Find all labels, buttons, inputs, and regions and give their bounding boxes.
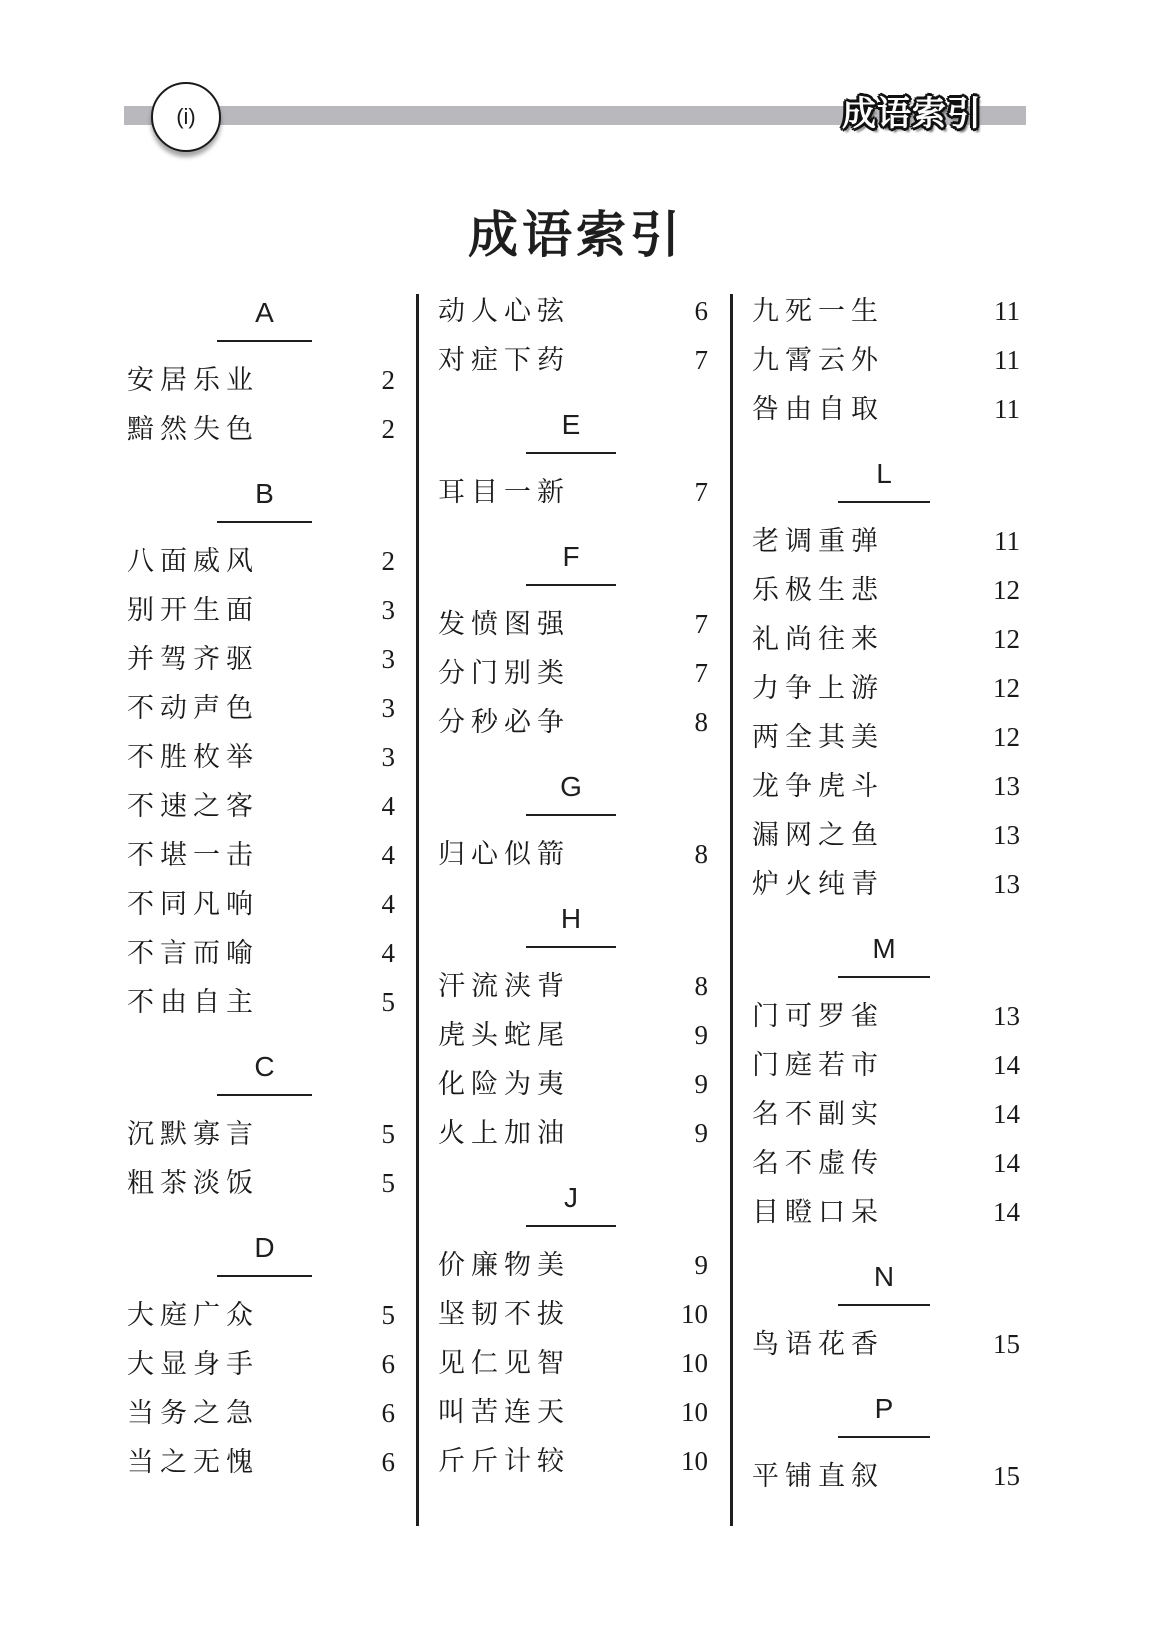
section-heading [438,772,708,830]
index-entry[interactable] [127,537,395,586]
page-reference: 9 [694,1118,708,1148]
idiom-text: 粗茶淡饭 [127,1168,259,1199]
section-letter: E [561,409,581,440]
page-reference: 11 [994,345,1020,375]
section-letter: H [560,903,582,934]
page-reference: 6 [381,1398,395,1428]
page-reference: 9 [694,1250,708,1280]
index-entry[interactable] [438,1109,708,1158]
idiom-text: 炉火纯青 [752,869,884,900]
idiom-text: 门可罗雀 [752,1001,884,1032]
page-reference: 3 [381,742,395,772]
index-entry[interactable] [438,336,708,385]
idiom-text: 当之无愧 [127,1447,259,1478]
idiom-text: 咎由自取 [752,394,884,425]
index-entry[interactable] [438,1290,708,1339]
index-entry[interactable] [438,1437,708,1486]
section-letter: G [560,771,582,802]
section-letter: D [254,1232,275,1263]
page-reference: 12 [993,673,1020,703]
page-reference: 2 [381,414,395,444]
idiom-text: 力争上游 [752,673,884,704]
page-reference: 10 [681,1446,708,1476]
index-entry[interactable] [438,287,708,336]
page-reference: 2 [381,546,395,576]
section-underline [838,1436,930,1438]
index-entry[interactable] [752,517,1020,566]
idiom-text: 两全其美 [752,722,884,753]
idiom-text: 归心似箭 [438,839,570,870]
index-entry[interactable] [752,811,1020,860]
idiom-text: 礼尚往来 [752,624,884,655]
page-reference: 7 [694,609,708,639]
idiom-text: 火上加油 [438,1118,570,1149]
index-column-1 [127,298,395,1487]
page-reference: 7 [694,658,708,688]
index-column-2 [438,287,708,1486]
section-heading [127,479,395,537]
idiom-text: 叫苦连天 [438,1397,570,1428]
page-reference: 8 [694,839,708,869]
section-letter: P [874,1393,894,1424]
section-heading [438,542,708,600]
idiom-text: 并驾齐驱 [127,644,259,675]
running-title: 成语索引 [842,94,982,134]
index-entry[interactable] [438,1339,708,1388]
index-entry[interactable] [127,1389,395,1438]
index-entry[interactable] [752,287,1020,336]
index-entry[interactable] [438,1011,708,1060]
idiom-text: 龙争虎斗 [752,771,884,802]
page-reference: 3 [381,693,395,723]
section-underline [217,1094,312,1096]
index-entry[interactable] [752,1452,1020,1501]
index-entry[interactable] [752,615,1020,664]
section-letter: J [564,1182,578,1213]
idiom-text: 价廉物美 [438,1250,570,1281]
section-heading [752,934,1020,992]
page-reference: 11 [994,394,1020,424]
page-reference: 4 [381,938,395,968]
page-reference: 15 [993,1329,1020,1359]
page-reference: 13 [993,771,1020,801]
section-gap [438,385,708,410]
section-gap [752,434,1020,459]
section-underline [526,814,616,816]
index-entry[interactable] [127,586,395,635]
idiom-text: 不动声色 [127,693,259,724]
page-reference: 4 [381,889,395,919]
page-reference: 4 [381,791,395,821]
index-entry[interactable] [127,635,395,684]
idiom-text: 乐极生悲 [752,575,884,606]
section-gap [127,454,395,479]
column-divider-2 [730,294,733,1526]
page-reference: 12 [993,624,1020,654]
idiom-text: 目瞪口呆 [752,1197,884,1228]
idiom-text: 大显身手 [127,1349,259,1380]
idiom-text: 八面威风 [127,546,259,577]
section-gap [752,1237,1020,1262]
section-gap [438,517,708,542]
page-reference: 10 [681,1299,708,1329]
idiom-text: 九霄云外 [752,345,884,376]
page-reference: 7 [694,477,708,507]
section-underline [217,521,312,523]
idiom-text: 见仁见智 [438,1348,570,1379]
section-underline [526,1225,616,1227]
section-gap [438,1158,708,1183]
index-entry[interactable] [127,405,395,454]
section-underline [526,584,616,586]
page-reference: 9 [694,1020,708,1050]
section-letter: F [562,541,580,572]
section-underline [217,1275,312,1277]
idiom-text: 黯然失色 [127,414,259,445]
section-gap [752,909,1020,934]
page-reference: 10 [681,1397,708,1427]
section-letter: A [255,297,274,328]
index-entry[interactable] [127,356,395,405]
index-entry[interactable] [752,762,1020,811]
page-reference: 14 [993,1148,1020,1178]
page-reference: 14 [993,1099,1020,1129]
index-entry[interactable] [438,962,708,1011]
idiom-text: 平铺直叙 [752,1461,884,1492]
section-heading [752,459,1020,517]
index-entry[interactable] [127,1291,395,1340]
section-underline [526,452,616,454]
page-reference: 7 [694,345,708,375]
idiom-text: 沉默寡言 [127,1119,259,1150]
index-entry[interactable] [127,880,395,929]
index-entry[interactable] [127,733,395,782]
section-underline [526,946,616,948]
page-reference: 15 [993,1461,1020,1491]
index-entry[interactable] [752,992,1020,1041]
section-heading [127,1052,395,1110]
page-reference: 12 [993,575,1020,605]
index-entry[interactable] [752,1320,1020,1369]
index-entry[interactable] [127,1438,395,1487]
page-reference: 8 [694,707,708,737]
section-heading [438,410,708,468]
index-entry[interactable] [438,1388,708,1437]
index-entry[interactable] [438,468,708,517]
index-entry[interactable] [438,830,708,879]
idiom-text: 当务之急 [127,1398,259,1429]
page-reference: 13 [993,1001,1020,1031]
index-entry[interactable] [752,566,1020,615]
page-reference: 3 [381,595,395,625]
idiom-text: 坚韧不拔 [438,1299,570,1330]
idiom-text: 名不虚传 [752,1148,884,1179]
section-gap [127,1208,395,1233]
index-entry[interactable] [127,831,395,880]
section-heading [127,298,395,356]
section-gap [127,1027,395,1052]
page-reference: 6 [694,296,708,326]
page-reference: 4 [381,840,395,870]
index-entry[interactable] [127,684,395,733]
page-reference: 3 [381,644,395,674]
page-reference: 12 [993,722,1020,752]
index-entry[interactable] [127,1340,395,1389]
index-entry[interactable] [127,1110,395,1159]
idiom-text: 不速之客 [127,791,259,822]
section-letter: B [255,478,274,509]
page-reference: 6 [381,1447,395,1477]
idiom-text: 不堪一击 [127,840,259,871]
index-entry[interactable] [127,1159,395,1208]
idiom-text: 分秒必争 [438,707,570,738]
section-gap [752,1369,1020,1394]
index-entry[interactable] [752,1090,1020,1139]
page-reference: 14 [993,1197,1020,1227]
idiom-text: 大庭广众 [127,1300,259,1331]
index-entry[interactable] [127,929,395,978]
section-heading [438,1183,708,1241]
section-underline [838,1304,930,1306]
index-entry[interactable] [438,600,708,649]
section-heading [752,1394,1020,1452]
index-entry[interactable] [752,1188,1020,1237]
idiom-text: 斤斤计较 [438,1446,570,1477]
idiom-text: 不同凡响 [127,889,259,920]
section-underline [217,340,312,342]
idiom-text: 虎头蛇尾 [438,1020,570,1051]
page-reference: 11 [994,296,1020,326]
page-reference: 8 [694,971,708,1001]
idiom-text: 别开生面 [127,595,259,626]
index-entry[interactable] [127,782,395,831]
idiom-text: 老调重弹 [752,526,884,557]
index-entry[interactable] [752,713,1020,762]
index-entry[interactable] [752,664,1020,713]
page-reference: 2 [381,365,395,395]
index-entry[interactable] [438,1241,708,1290]
section-letter: C [254,1051,275,1082]
idiom-text: 分门别类 [438,658,570,689]
page-number: (i) [176,104,196,129]
index-column-3 [752,287,1020,1501]
idiom-text: 安居乐业 [127,365,259,396]
index-entry[interactable] [752,336,1020,385]
page-reference: 5 [381,1119,395,1149]
section-heading [127,1233,395,1291]
idiom-text: 名不副实 [752,1099,884,1130]
idiom-text: 漏网之鱼 [752,820,884,851]
page-reference: 13 [993,869,1020,899]
idiom-text: 不由自主 [127,987,259,1018]
idiom-text: 鸟语花香 [752,1329,884,1360]
page-reference: 10 [681,1348,708,1378]
section-letter: L [876,458,892,489]
page-title: 成语索引 [468,206,684,264]
idiom-text: 耳目一新 [438,477,570,508]
idiom-text: 化险为夷 [438,1069,570,1100]
section-heading [438,904,708,962]
section-letter: N [873,1261,895,1292]
page-number-badge [151,82,221,152]
idiom-text: 不言而喻 [127,938,259,969]
idiom-text: 门庭若市 [752,1050,884,1081]
page-reference: 13 [993,820,1020,850]
idiom-text: 动人心弦 [438,296,570,327]
section-gap [438,747,708,772]
index-entry[interactable] [438,1060,708,1109]
index-entry[interactable] [752,860,1020,909]
section-heading [752,1262,1020,1320]
page-reference: 5 [381,1300,395,1330]
idiom-text: 发愤图强 [438,609,570,640]
column-divider-1 [416,294,419,1526]
index-entry[interactable] [752,1041,1020,1090]
index-entry[interactable] [752,385,1020,434]
page-reference: 11 [994,526,1020,556]
page-reference: 5 [381,1168,395,1198]
index-entry[interactable] [127,978,395,1027]
idiom-text: 汗流浃背 [438,971,570,1002]
idiom-text: 九死一生 [752,296,884,327]
index-entry[interactable] [438,698,708,747]
section-underline [838,501,930,503]
index-entry[interactable] [752,1139,1020,1188]
section-underline [838,976,930,978]
section-letter: M [872,933,896,964]
index-entry[interactable] [438,649,708,698]
page-reference: 14 [993,1050,1020,1080]
section-gap [438,879,708,904]
page-reference: 9 [694,1069,708,1099]
page-reference: 5 [381,987,395,1017]
idiom-text: 对症下药 [438,345,570,376]
page-reference: 6 [381,1349,395,1379]
idiom-text: 不胜枚举 [127,742,259,773]
